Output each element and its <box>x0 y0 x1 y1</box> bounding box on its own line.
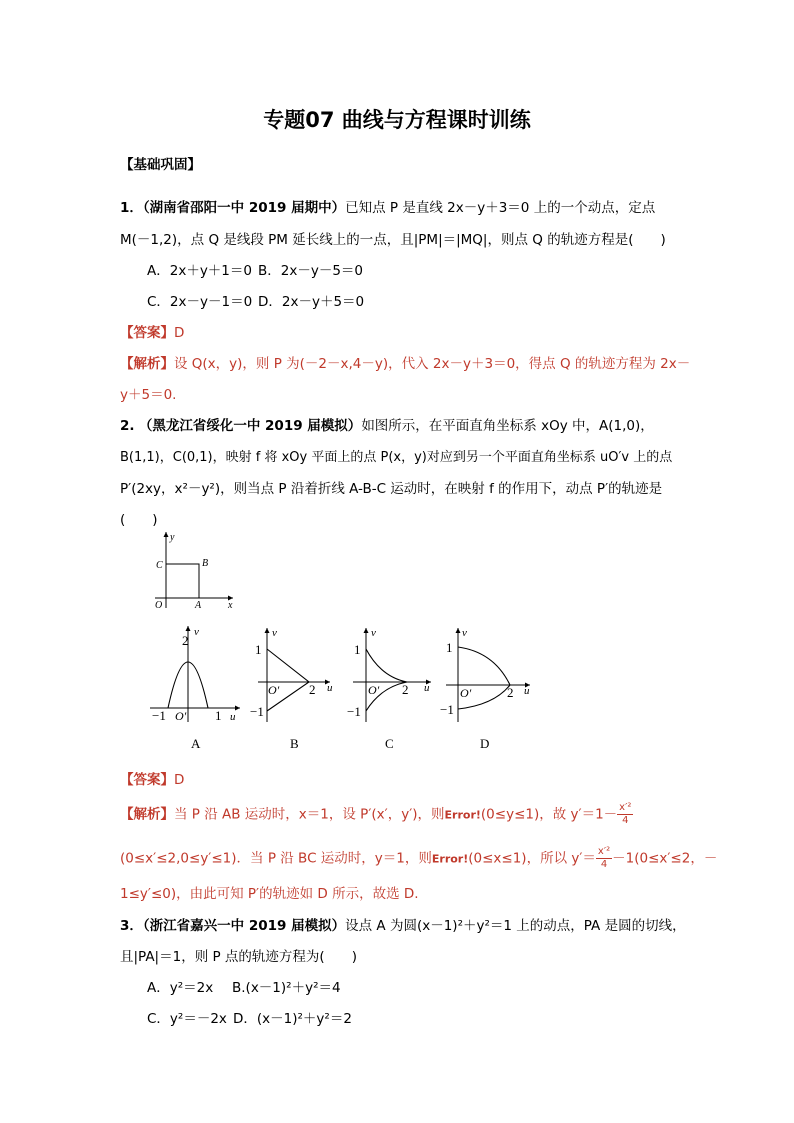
fig-d-oprime: O′ <box>460 686 472 700</box>
q2-analysis-line-2 <box>120 846 717 871</box>
q2-answer-label: 【答案】 <box>120 772 174 788</box>
q2-analysis-text-2a: (0≤x′≤2,0≤y′≤1)．当 P 沿 BC 运动时，y＝1，则 <box>120 850 432 867</box>
fig-c-oprime: O′ <box>368 683 380 697</box>
fig-b-u: u <box>327 682 333 694</box>
fig-a-u: u <box>230 711 236 723</box>
q1-analysis-line-2: y＋5＝0. <box>120 387 177 403</box>
fig-a-neg1: −1 <box>152 708 166 723</box>
fig-c-1: 1 <box>354 642 361 657</box>
q1-option-a: A．2x＋y＋1＝0 <box>147 263 252 279</box>
q2-analysis-label: 【解析】 <box>120 806 174 823</box>
fig-caption-a: A <box>191 736 201 751</box>
fig-b-neg1: −1 <box>250 704 264 719</box>
fig-d-1: 1 <box>446 640 453 655</box>
q2-text: 如图所示，在平面直角坐标系 xOy 中，A(1,0)， <box>361 418 654 434</box>
fig-b-v: v <box>272 627 277 639</box>
fig-a-v: v <box>194 626 199 638</box>
q2-option-b-figure <box>250 622 345 752</box>
q2-number: 2. <box>120 418 135 434</box>
q2-analysis-text-2c: －1(0≤x′≤2，－ <box>612 850 718 867</box>
fig-caption-c: C <box>385 736 394 751</box>
q1-answer-value: D <box>174 325 185 341</box>
section-heading: 【基础巩固】 <box>120 157 201 173</box>
q1-number: 1． <box>120 200 143 216</box>
fig-label-x: x <box>228 600 233 611</box>
q2-fraction-2-num: x′² <box>597 846 611 857</box>
q1-answer-label: 【答案】 <box>120 325 174 341</box>
q2-error-1: Error! <box>444 808 481 822</box>
fig-label-b: B <box>202 558 209 569</box>
q1-line-2: M(－1,2)，点 Q 是线段 PM 延长线上的一点，且|PM|＝|MQ|，则点 Q 的轨迹方程是( ) <box>120 232 666 248</box>
fig-c-u: u <box>424 682 430 694</box>
q1-analysis-line-1 <box>120 352 690 372</box>
fig-d-neg1: −1 <box>440 702 454 717</box>
fig-label-o: O <box>155 600 163 611</box>
q1-option-b: B．2x－y－5＝0 <box>258 263 364 279</box>
q2-line-2: B(1,1)，C(0,1)，映射 f 将 xOy 平面上的点 P(x，y)对应到另一个平面直角坐标系 uO′v 上的点 <box>120 450 673 465</box>
q2-fraction-1-den: 4 <box>622 815 629 826</box>
q2-option-a-figure <box>148 622 248 752</box>
fig-label-y: y <box>170 532 175 543</box>
fig-label-c: C <box>156 560 163 571</box>
q3-line-2: 且|PA|＝1，则 P 点的轨迹方程为( ) <box>120 949 357 965</box>
fig-caption-b: B <box>290 736 299 751</box>
q1-option-d: D．2x－y＋5＝0 <box>258 294 365 310</box>
fig-a-1: 1 <box>215 708 222 723</box>
q2-option-d-figure <box>440 622 540 752</box>
q2-fraction-1-num: x′² <box>619 802 632 813</box>
fig-d-2: 2 <box>507 685 514 700</box>
q1-answer <box>120 321 184 341</box>
q3-source: （浙江省嘉兴一中 2019 届模拟） <box>142 918 346 934</box>
q2-line-3: P′(2xy，x²－y²)，则当点 P 沿着折线 A-B-C 运动时，在映射 f 的作用下，动点 P′的轨迹是 <box>120 481 663 497</box>
fig-c-neg1: −1 <box>347 704 361 719</box>
q3-text: 设点 A 为圆(x－1)²＋y²＝1 上的动点，PA 是圆的切线， <box>345 918 686 934</box>
q3-option-a: A．y²＝2x <box>147 980 214 996</box>
q2-analysis-text-1a: 当 P 沿 AB 运动时，x＝1，设 P′(x′，y′)，则 <box>174 806 445 823</box>
q2-option-c-figure <box>345 622 440 752</box>
fig-label-a: A <box>195 600 202 611</box>
q3-line-1 <box>120 914 686 934</box>
q2-fraction-1 <box>617 802 633 827</box>
q2-answer <box>120 768 184 788</box>
q2-source: （黑龙江省绥化一中 2019 届模拟） <box>138 418 362 434</box>
q2-fraction-2 <box>596 846 612 871</box>
q3-option-d: D．(x－1)²＋y²＝2 <box>233 1011 352 1027</box>
q2-line-4: ( ) <box>120 512 158 528</box>
q2-figure-square <box>145 528 245 613</box>
q1-text: 已知点 P 是直线 2x－y＋3＝0 上的一个动点，定点 <box>345 200 656 216</box>
fig-a-2: 2 <box>182 633 189 648</box>
q3-number: 3． <box>120 918 143 934</box>
fig-b-2: 2 <box>309 682 316 697</box>
q2-analysis-line-3: 1≤y′≤0)，由此可知 P′的轨迹如 D 所示，故选 D. <box>120 886 419 902</box>
q1-source: （湖南省邵阳一中 2019 届期中） <box>142 200 346 216</box>
fig-a-oprime: O′ <box>175 709 187 723</box>
q1-analysis-label: 【解析】 <box>120 356 174 372</box>
q1-line-1 <box>120 196 655 216</box>
q2-analysis-text-1b: (0≤y≤1)，故 y′＝1－ <box>480 806 618 823</box>
q3-option-c: C．y²＝－2x <box>147 1011 227 1027</box>
fig-caption-d: D <box>480 736 490 751</box>
q1-option-c: C．2x－y－1＝0 <box>147 294 253 310</box>
q2-answer-value: D <box>174 772 185 788</box>
fig-c-v: v <box>371 627 376 639</box>
q2-error-2: Error! <box>431 852 469 866</box>
fig-c-2: 2 <box>402 682 409 697</box>
q2-fraction-2-den: 4 <box>600 859 608 870</box>
page-title: 专题07 曲线与方程课时训练 <box>263 108 531 132</box>
q3-option-b: B.(x－1)²＋y²＝4 <box>232 980 341 996</box>
q2-analysis-text-2b: (0≤x≤1)，所以 y′＝ <box>468 850 596 867</box>
fig-d-u: u <box>524 685 530 697</box>
q2-analysis-line-1 <box>120 802 633 827</box>
q2-line-1 <box>120 414 654 434</box>
fig-b-1: 1 <box>255 642 262 657</box>
fig-d-v: v <box>462 627 467 639</box>
q1-analysis-text: 设 Q(x，y)，则 P 为(－2－x,4－y)，代入 2x－y＋3＝0，得点 Q 的轨迹方程为 2x－ <box>174 356 691 372</box>
fig-b-oprime: O′ <box>268 683 280 697</box>
